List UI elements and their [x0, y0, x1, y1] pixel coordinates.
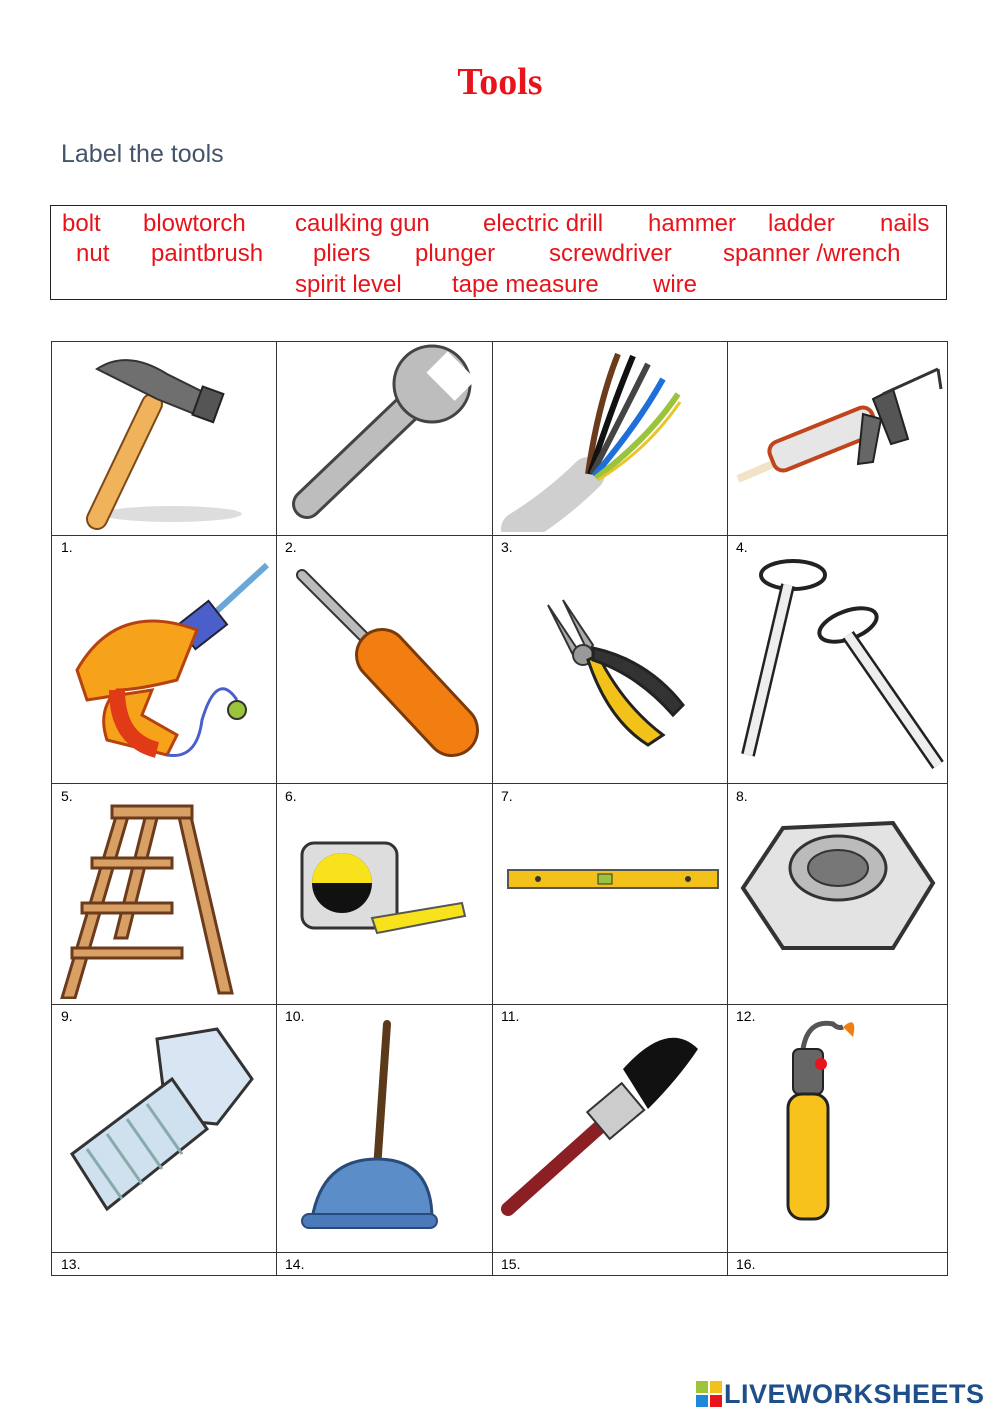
word-bank — [50, 205, 947, 300]
word-bank-item: ladder — [768, 210, 835, 237]
liveworksheets-logo-icon — [696, 1381, 722, 1407]
screwdriver-icon — [282, 540, 487, 778]
hammer-icon — [57, 344, 272, 532]
nails-icon — [733, 540, 945, 778]
item-number: 9. — [61, 1008, 73, 1024]
item-number: 4. — [736, 539, 748, 555]
word-bank-item: spirit level — [295, 271, 402, 298]
worksheet-title: Tools — [457, 61, 543, 103]
word-bank-item: electric drill — [483, 210, 604, 237]
item-number: 5. — [61, 788, 73, 804]
item-number: 16. — [736, 1256, 756, 1272]
word-bank-item: bolt — [62, 210, 101, 237]
word-bank-item: nut — [76, 240, 110, 267]
footer-branding — [696, 1376, 985, 1412]
plunger-icon — [282, 1009, 487, 1247]
spirit-level-icon — [498, 788, 723, 999]
word-bank-item: paintbrush — [151, 240, 264, 267]
caulking-gun-icon — [733, 344, 945, 532]
word-bank-item: plunger — [415, 240, 496, 267]
word-bank-item: spanner /wrench — [723, 240, 901, 267]
item-number: 2. — [285, 539, 297, 555]
word-bank-item: caulking gun — [295, 210, 430, 237]
paintbrush-icon — [498, 1009, 723, 1247]
word-bank-item: tape measure — [452, 271, 599, 298]
electric-drill-icon — [57, 540, 272, 778]
tools-grid — [51, 341, 948, 1276]
ladder-icon — [57, 788, 272, 999]
bolt-icon — [57, 1009, 272, 1247]
word-bank-item: wire — [653, 271, 698, 298]
word-bank-item: hammer — [648, 210, 737, 237]
item-number: 11. — [501, 1008, 520, 1024]
item-number: 3. — [501, 539, 513, 555]
word-bank-item: blowtorch — [143, 210, 246, 237]
item-number: 8. — [736, 788, 748, 804]
word-bank-item: pliers — [313, 240, 371, 267]
pliers-icon — [498, 540, 723, 778]
wire-icon — [498, 344, 723, 532]
word-bank-item: screwdriver — [549, 240, 672, 267]
item-number: 10. — [285, 1008, 305, 1024]
blowtorch-icon — [733, 1009, 945, 1247]
item-number: 15. — [501, 1256, 521, 1272]
item-number: 7. — [501, 788, 513, 804]
instruction-text: Label the tools — [61, 140, 224, 168]
brand-name: LIVEWORKSHEETS — [724, 1378, 985, 1409]
nut-icon — [733, 788, 945, 999]
tape-measure-icon — [282, 788, 487, 999]
item-number: 12. — [736, 1008, 756, 1024]
word-bank-item: nails — [880, 210, 930, 237]
item-number: 6. — [285, 788, 297, 804]
item-number: 14. — [285, 1256, 305, 1272]
item-number: 1. — [61, 539, 73, 555]
item-number: 13. — [61, 1256, 81, 1272]
wrench-icon — [282, 344, 487, 532]
